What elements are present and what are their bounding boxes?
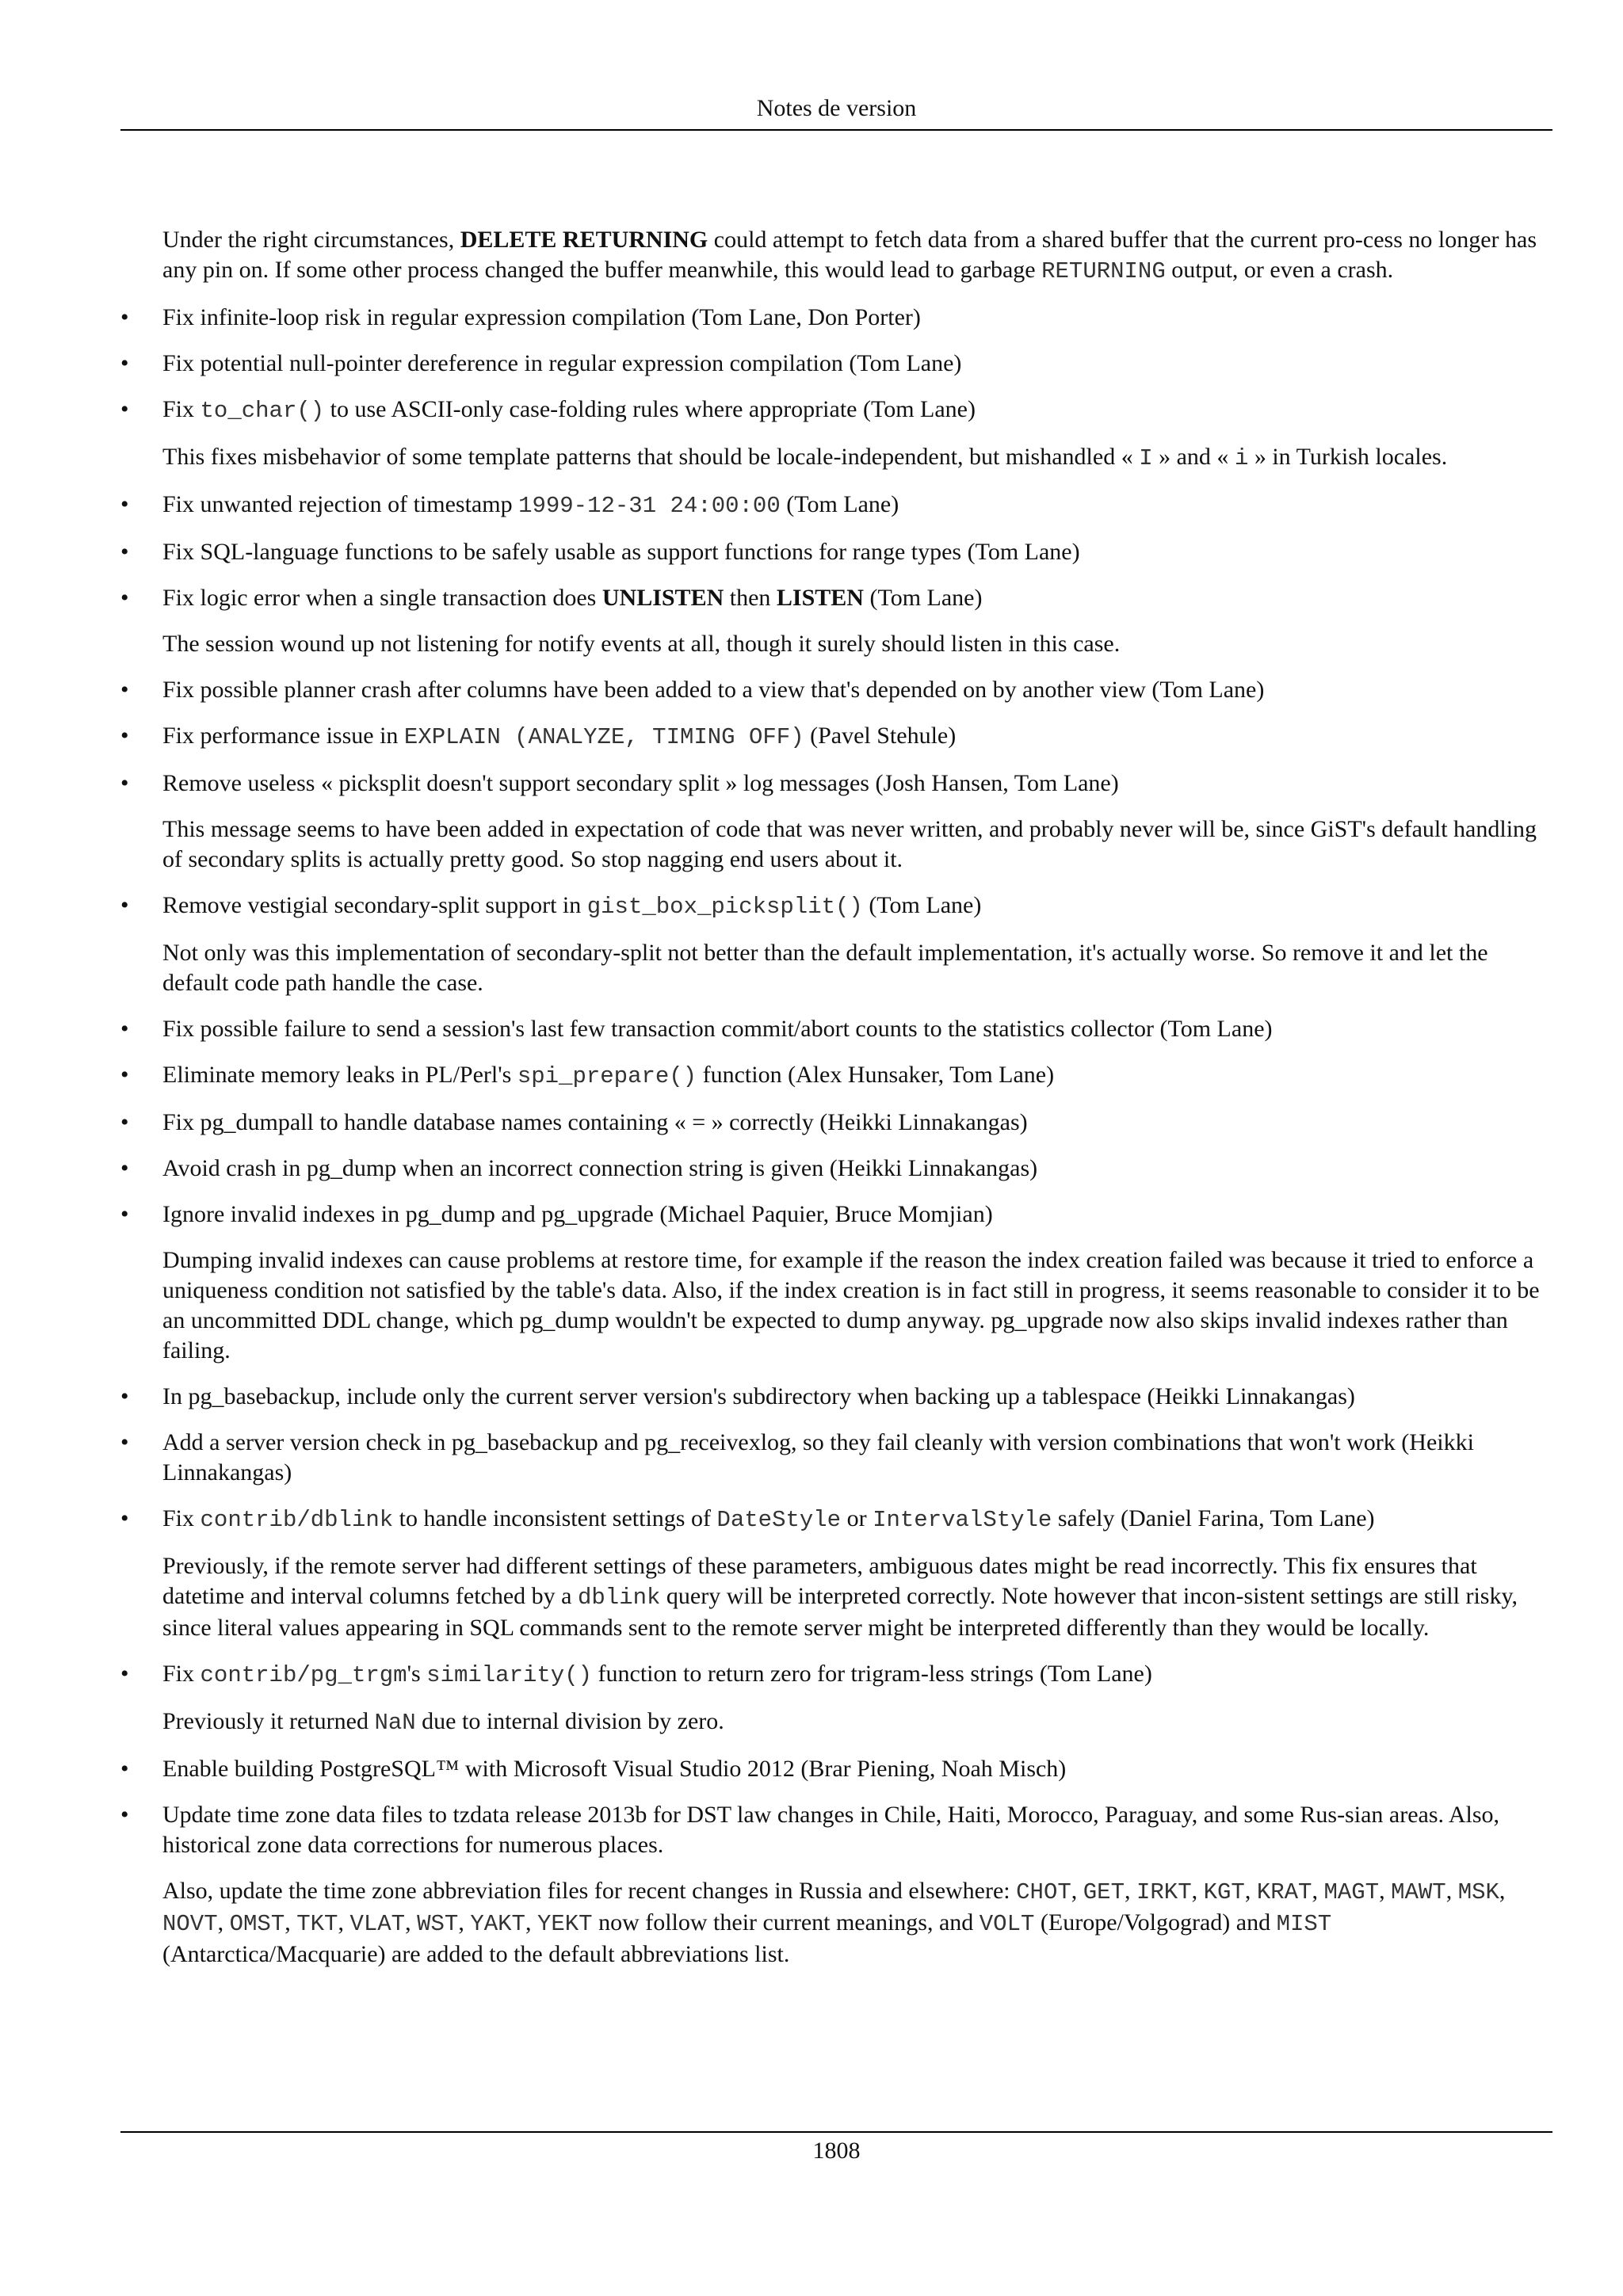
item-text: Fix pg_dumpall to handle database names containing « = » correctly (Heikki Linnakangas): [162, 1109, 1028, 1135]
text: Also, update the time zone abbreviation files for recent changes in Russia and elsewhere:: [162, 1878, 1017, 1904]
text: output, or even a crash.: [1165, 257, 1394, 283]
text: Previously, if the remote server had different settings of these parameters, ambiguous dates might be read incorrectly. This fix ensures that datetime and interval columns fetched by a: [162, 1553, 1477, 1609]
bullet-glyph: •: [120, 1062, 129, 1088]
separator: ,: [1124, 1878, 1136, 1904]
item-text: Eliminate memory leaks in PL/Perl's: [162, 1062, 517, 1088]
bullet-glyph: •: [120, 1016, 129, 1042]
timezone-abbreviation: YAKT: [470, 1911, 525, 1937]
bullet-glyph: •: [120, 1661, 129, 1687]
item-text: function to return zero for trigram-less strings (Tom Lane): [592, 1661, 1152, 1687]
item-text: (Tom Lane): [863, 585, 983, 611]
timezone-abbreviation: MAGT: [1323, 1879, 1380, 1905]
keyword-bold: DELETE RETURNING: [460, 227, 708, 253]
item-text: Add a server version check in pg_basebackup and pg_receivexlog, so they fail cleanly with version combinations that won't work (Heikki Linnakangas): [162, 1429, 1474, 1486]
list-item: [120, 395, 1552, 426]
timezone-abbreviation: IRKT: [1136, 1879, 1192, 1905]
timezone-abbreviation: KGT: [1203, 1879, 1245, 1905]
bullet-glyph: •: [120, 1429, 129, 1455]
bullet-glyph: •: [120, 350, 129, 376]
text: could attempt to fetch data from a shared buffer that the current pro-cess no longer has any pin on. If some other process changed the buffer meanwhile, this would lead to garbage: [162, 227, 1537, 283]
item-detail: Dumping invalid indexes can cause problems at restore time, for example if the reason the index creation failed was because it tried to enforce a uniqueness condition not satisfied by the table's data. Also, if the index creation is in fact still in progress, it seems reasonable to consider it to be an uncommitted DDL change, which pg_dump wouldn't be expected to dump anyway. pg_upgrade now also skips invalid indexes rather than failing.: [162, 1247, 1540, 1363]
text: (Europe/Volgograd) and: [1034, 1909, 1277, 1936]
bullet-glyph: •: [120, 491, 129, 517]
page-number: 1808: [812, 2138, 861, 2164]
item-text: Fix possible failure to send a session's last few transaction commit/abort counts to the statistics collector (Tom Lane): [162, 1016, 1273, 1042]
list-item: [120, 1108, 1552, 1138]
list-item: [120, 1014, 1552, 1044]
code-literal: MIST: [1276, 1911, 1332, 1937]
code-literal: contrib/pg_trgm: [200, 1662, 407, 1688]
list-item: [120, 1504, 1552, 1535]
code-literal: gist_box_picksplit(): [586, 894, 863, 920]
bullet-glyph: •: [120, 677, 129, 703]
bullet-glyph: •: [120, 539, 129, 565]
code-literal: NaN: [374, 1710, 416, 1736]
bullet-glyph: •: [120, 770, 129, 796]
text: Under the right circumstances,: [162, 227, 460, 253]
bullet-glyph: •: [120, 585, 129, 611]
code-literal: RETURNING: [1041, 258, 1166, 284]
item-text: Avoid crash in pg_dump when an incorrect connection string is given (Heikki Linnakangas): [162, 1155, 1038, 1181]
text: (Antarctica/Macquarie) are added to the default abbreviations list.: [162, 1941, 790, 1967]
list-item: [120, 349, 1552, 379]
timezone-abbreviation: OMST: [229, 1911, 285, 1937]
timezone-abbreviation: YEKT: [537, 1911, 593, 1937]
item-text: Fix potential null-pointer dereference in regular expression compilation (Tom Lane): [162, 350, 962, 376]
timezone-abbreviation: MSK: [1457, 1879, 1499, 1905]
code-literal: VOLT: [979, 1911, 1035, 1937]
text: Previously it returned: [162, 1708, 375, 1734]
code-literal: i: [1234, 445, 1249, 471]
item-text: Fix possible planner crash after columns have been added to a view that's depended on by another view (Tom Lane): [162, 677, 1265, 703]
list-item: [120, 1199, 1552, 1230]
item-text: to use ASCII-only case-folding rules where appropriate (Tom Lane): [324, 396, 976, 422]
timezone-abbreviation: NOVT: [162, 1911, 218, 1937]
intro-paragraph: [120, 225, 1552, 287]
separator: ,: [1379, 1878, 1392, 1904]
text: query will be interpreted correctly. Note however that incon-sistent settings are still risky, since literal values appearing in SQL commands sent to the remote server might be interpreted differently than they would be locally.: [162, 1583, 1518, 1641]
list-item: [120, 1382, 1552, 1412]
list-item: [120, 303, 1552, 333]
code-literal: spi_prepare(): [517, 1063, 697, 1089]
keyword-bold: UNLISTEN: [601, 585, 724, 611]
item-text: safely (Daniel Farina, Tom Lane): [1052, 1505, 1375, 1531]
timezone-abbreviation: WST: [417, 1911, 459, 1937]
timezone-abbreviation: MAWT: [1391, 1879, 1446, 1905]
item-text: (Pavel Stehule): [804, 723, 957, 749]
timezone-abbreviation: VLAT: [349, 1911, 406, 1937]
text: due to internal division by zero.: [415, 1708, 724, 1734]
item-text: Fix logic error when a single transaction does: [162, 585, 602, 611]
item-text: to handle inconsistent settings of: [393, 1505, 717, 1531]
code-literal: DateStyle: [716, 1507, 842, 1533]
list-item: [120, 1154, 1552, 1184]
separator: ,: [1191, 1878, 1204, 1904]
item-text: Fix: [162, 1505, 200, 1531]
code-literal: 1999-12-31 24:00:00: [518, 493, 781, 519]
code-literal: I: [1139, 445, 1153, 471]
bullet-glyph: •: [120, 304, 129, 330]
list-item: [120, 891, 1552, 922]
code-literal: IntervalStyle: [873, 1507, 1052, 1533]
item-text: 's: [407, 1661, 427, 1687]
list-item: [120, 583, 1552, 613]
item-text: then: [724, 585, 777, 611]
text: » in Turkish locales.: [1248, 444, 1448, 470]
separator: ,: [1244, 1878, 1257, 1904]
separator: ,: [525, 1909, 537, 1936]
separator: ,: [405, 1909, 418, 1936]
page-header-title: Notes de version: [756, 95, 917, 121]
text: » and «: [1152, 444, 1235, 470]
bullet-glyph: •: [120, 1756, 129, 1782]
code-literal: contrib/dblink: [200, 1507, 394, 1533]
release-notes-body: [120, 225, 1552, 1985]
list-item: [120, 1060, 1552, 1092]
item-text: Ignore invalid indexes in pg_dump and pg_upgrade (Michael Paquier, Bruce Momjian): [162, 1201, 993, 1227]
timezone-abbreviation: TKT: [296, 1911, 338, 1937]
separator: ,: [458, 1909, 471, 1936]
item-text: Fix: [162, 396, 200, 422]
item-text: function (Alex Hunsaker, Tom Lane): [697, 1062, 1055, 1088]
item-text: Fix unwanted rejection of timestamp: [162, 491, 519, 517]
item-text: Fix: [162, 1661, 200, 1687]
footer-rule: [120, 2131, 1552, 2133]
item-text: (Tom Lane): [780, 491, 899, 517]
separator: ,: [1312, 1878, 1324, 1904]
code-literal: similarity(): [426, 1662, 593, 1688]
bullet-glyph: •: [120, 723, 129, 749]
list-item: [120, 1800, 1552, 1860]
list-item: [120, 490, 1552, 521]
list-item: [120, 769, 1552, 799]
bullet-glyph: •: [120, 1505, 129, 1531]
bullet-glyph: •: [120, 1155, 129, 1181]
item-detail: Not only was this implementation of secondary-split not better than the default implementation, it's actually worse. So remove it and let the default code path handle the case.: [162, 940, 1488, 996]
item-detail: This message seems to have been added in expectation of code that was never written, and probably never will be, since GiST's default handling of secondary splits is actually pretty good. So stop nagging end users about it.: [162, 816, 1537, 872]
list-item: [120, 1428, 1552, 1488]
item-text: Update time zone data files to tzdata release 2013b for DST law changes in Chile, Haiti, Morocco, Paraguay, and some Rus-sian areas. Also, historical zone data corrections for numerous places.: [162, 1802, 1500, 1858]
timezone-abbreviation: KRAT: [1256, 1879, 1312, 1905]
item-detail: The session wound up not listening for notify events at all, though it surely should listen in this case.: [162, 631, 1121, 657]
separator: ,: [338, 1909, 350, 1936]
separator: ,: [1445, 1878, 1458, 1904]
separator: ,: [285, 1909, 297, 1936]
bullet-glyph: •: [120, 892, 129, 918]
item-detail: [120, 1551, 1552, 1643]
item-detail: [120, 442, 1552, 474]
text: now follow their current meanings, and: [592, 1909, 980, 1936]
item-detail: [120, 1876, 1552, 1970]
timezone-abbreviation: GET: [1083, 1879, 1125, 1905]
list-item: [120, 537, 1552, 567]
item-text: or: [841, 1505, 873, 1531]
code-literal: to_char(): [200, 398, 325, 424]
item-text: (Tom Lane): [862, 892, 982, 918]
item-text: Remove useless « picksplit doesn't support secondary split » log messages (Josh Hansen, Tom Lane): [162, 770, 1119, 796]
bullet-glyph: •: [120, 1802, 129, 1828]
item-text: Enable building PostgreSQL™ with Microsoft Visual Studio 2012 (Brar Piening, Noah Misch): [162, 1756, 1067, 1782]
bullet-glyph: •: [120, 1109, 129, 1135]
code-literal: EXPLAIN (ANALYZE, TIMING OFF): [403, 724, 804, 750]
keyword-bold: LISTEN: [776, 585, 864, 611]
list-item: [120, 1659, 1552, 1691]
item-detail: [120, 1707, 1552, 1738]
separator: ,: [1499, 1878, 1506, 1904]
separator: ,: [217, 1909, 230, 1936]
timezone-abbreviation: CHOT: [1016, 1879, 1071, 1905]
text: This fixes misbehavior of some template patterns that should be locale-independent, but mishandled «: [162, 444, 1140, 470]
separator: ,: [1071, 1878, 1083, 1904]
bullet-glyph: •: [120, 1383, 129, 1409]
code-literal: dblink: [577, 1585, 661, 1611]
bullet-glyph: •: [120, 1201, 129, 1227]
list-item: [120, 675, 1552, 705]
item-text: Remove vestigial secondary-split support in: [162, 892, 587, 918]
item-text: Fix infinite-loop risk in regular expression compilation (Tom Lane, Don Porter): [162, 304, 921, 330]
item-text: Fix performance issue in: [162, 723, 404, 749]
bullet-glyph: •: [120, 396, 129, 422]
header-rule: [120, 129, 1552, 131]
item-text: Fix SQL-language functions to be safely usable as support functions for range types (Tom Lane): [162, 539, 1080, 565]
item-text: In pg_basebackup, include only the current server version's subdirectory when backing up a tablespace (Heikki Linnakangas): [162, 1383, 1355, 1409]
list-item: [120, 721, 1552, 753]
list-item: [120, 1754, 1552, 1784]
